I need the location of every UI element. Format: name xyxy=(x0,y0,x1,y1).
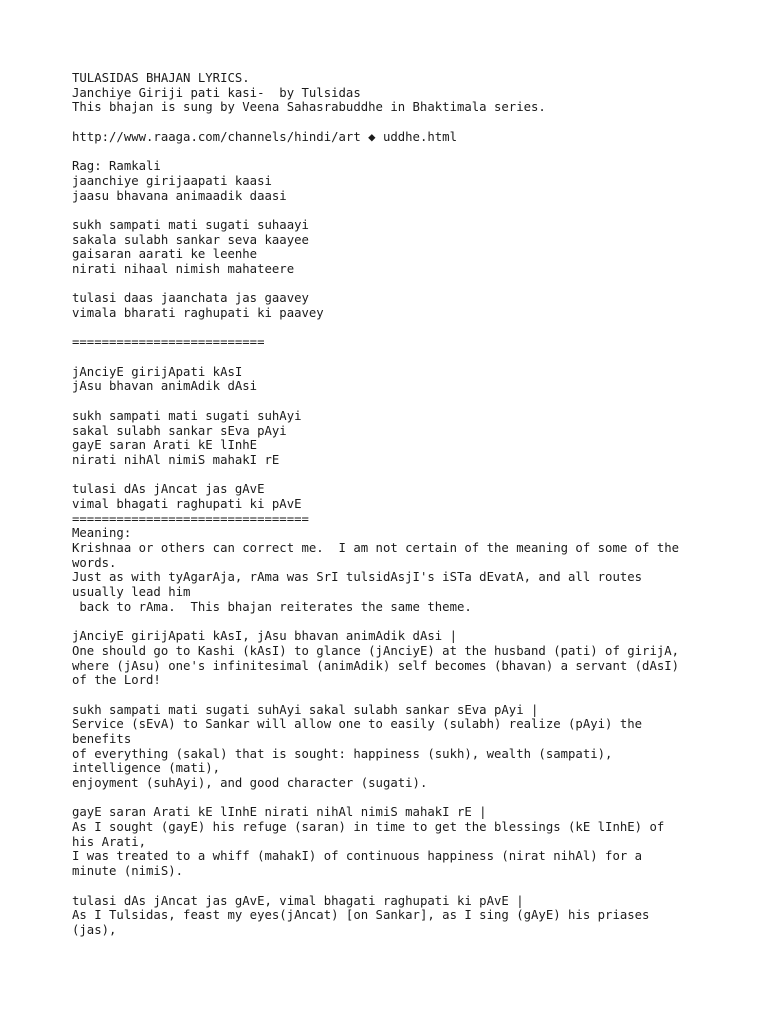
text-line: gaisaran aarati ke leenhe xyxy=(72,247,258,262)
text-line: ================================ xyxy=(72,511,309,526)
document-text xyxy=(72,71,702,938)
text-line: tulasi dAs jAncat jas gAvE, vimal bhagati raghupati ki pAvE | xyxy=(72,893,524,908)
blank-line xyxy=(72,321,702,336)
text-line: back to rAma. This bhajan reiterates the same theme. xyxy=(72,599,472,614)
blank-line xyxy=(72,468,702,483)
blank-line xyxy=(72,791,702,806)
text-line: usually lead him xyxy=(72,585,191,600)
text-line: tulasi dAs jAncat jas gAvE xyxy=(72,482,265,497)
text-line: http://www.raaga.com/channels/hindi/art ◆ uddhe.html xyxy=(72,129,457,144)
text-line: Janchiye Giriji pati kasi- by Tulsidas xyxy=(72,85,361,100)
text-line: sukh sampati mati sugati suhAyi xyxy=(72,408,302,423)
blank-line xyxy=(72,203,702,218)
text-line: of the Lord! xyxy=(72,673,161,688)
text-line: benefits xyxy=(72,731,132,746)
text-line: As I Tulsidas, feast my eyes(jAncat) [on Sankar], as I sing (gAyE) his priases xyxy=(72,908,650,923)
text-line: TULASIDAS BHAJAN LYRICS. xyxy=(72,71,250,85)
text-line: words. xyxy=(72,555,117,570)
text-line: where (jAsu) one's infinitesimal (animAdik) self becomes (bhavan) a servant (dAsI) xyxy=(72,658,680,673)
text-line: nirati nihaal nimish mahateere xyxy=(72,261,295,276)
text-line: intelligence (mati), xyxy=(72,761,221,776)
blank-line xyxy=(72,879,702,894)
text-line: minute (nimiS). xyxy=(72,864,184,879)
text-line: Rag: Ramkali xyxy=(72,159,161,174)
text-line: Krishnaa or others can correct me. I am not certain of the meaning of some of the xyxy=(72,541,680,555)
text-line: jAnciyE girijApati kAsI xyxy=(72,364,243,379)
blank-line xyxy=(72,144,702,159)
text-line: of everything (sakal) that is sought: happiness (sukh), wealth (sampati), xyxy=(72,746,613,761)
blank-line xyxy=(72,614,702,629)
blank-line xyxy=(72,277,702,292)
text-line: nirati nihAl nimiS mahakI rE xyxy=(72,452,280,467)
text-line: gayE saran Arati kE lInhE nirati nihAl nimiS mahakI rE | xyxy=(72,805,487,820)
text-line: jAnciyE girijApati kAsI, jAsu bhavan animAdik dAsi | xyxy=(72,629,457,644)
blank-line xyxy=(72,688,702,703)
text-line: As I sought (gayE) his refuge (saran) in time to get the blessings (kE lInhE) of xyxy=(72,820,665,835)
blank-line xyxy=(72,350,702,365)
blank-line xyxy=(72,115,702,130)
text-line: sakala sulabh sankar seva kaayee xyxy=(72,232,309,247)
blank-line xyxy=(72,394,702,409)
text-line: tulasi daas jaanchata jas gaavey xyxy=(72,291,309,306)
text-line: sukh sampati mati sugati suhaayi xyxy=(72,217,309,232)
text-line: jaanchiye girijaapati kaasi xyxy=(72,173,272,188)
text-line: sakal sulabh sankar sEva pAyi xyxy=(72,423,287,438)
text-line: ========================== xyxy=(72,335,265,350)
text-line: enjoyment (suhAyi), and good character (sugati). xyxy=(72,776,428,790)
text-line: sukh sampati mati sugati suhAyi sakal sulabh sankar sEva pAyi | xyxy=(72,702,539,717)
text-line: (jas), xyxy=(72,922,117,937)
text-line: jAsu bhavan animAdik dAsi xyxy=(72,379,258,394)
text-line: One should go to Kashi (kAsI) to glance (jAnciyE) at the husband (pati) of girijA, xyxy=(72,643,680,658)
text-line: gayE saran Arati kE lInhE xyxy=(72,438,258,453)
text-line: Service (sEvA) to Sankar will allow one to easily (sulabh) realize (pAyi) the xyxy=(72,717,643,732)
text-line: Meaning: xyxy=(72,526,132,541)
text-line: I was treated to a whiff (mahakI) of continuous happiness (nirat nihAl) for a xyxy=(72,849,643,864)
text-line: vimal bhagati raghupati ki pAvE xyxy=(72,496,302,511)
text-line: jaasu bhavana animaadik daasi xyxy=(72,188,287,203)
text-line: Just as with tyAgarAja, rAma was SrI tulsidAsjI's iSTa dEvatA, and all routes xyxy=(72,570,643,585)
text-line: his Arati, xyxy=(72,834,147,849)
text-line: This bhajan is sung by Veena Sahasrabuddhe in Bhaktimala series. xyxy=(72,100,546,115)
text-line: vimala bharati raghupati ki paavey xyxy=(72,306,324,320)
